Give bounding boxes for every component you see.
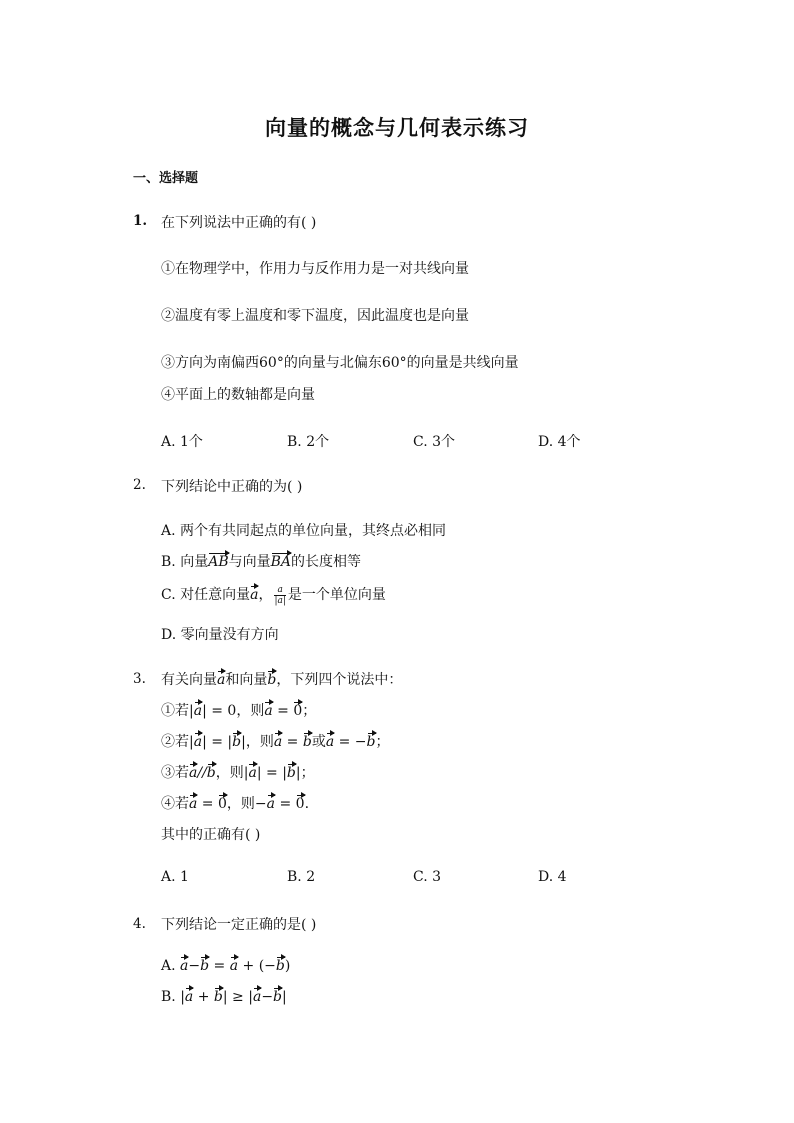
question-3-number: 3. (133, 671, 146, 687)
vector-a: a (266, 796, 276, 812)
unit-vector-fraction (274, 585, 285, 606)
vector-b: b (206, 765, 216, 781)
vector-b: b (267, 672, 277, 688)
vector-a: a (252, 989, 262, 1005)
statement-text: 或 (311, 734, 326, 750)
vector-a: a (180, 958, 189, 974)
option-text: | (282, 989, 287, 1005)
vector-a: a (193, 734, 203, 750)
question-3-question: 其中的正确有( ) (161, 827, 261, 843)
question-1-statement-1: ①在物理学中，作用力与反作用力是一对共线向量 (161, 261, 469, 277)
statement-text: = (275, 796, 296, 812)
parallel-symbol: // (197, 765, 207, 781)
fraction-numerator: a (274, 585, 285, 596)
vector-b: b (200, 958, 210, 974)
vector-a: a (229, 958, 239, 974)
statement-text: = (282, 734, 303, 750)
statement-text: = − (334, 734, 367, 750)
question-1-stem: 在下列说法中正确的有( ) (161, 215, 317, 231)
option-c-suffix: 是一个单位向量 (287, 587, 386, 603)
zero-vector: 0 (293, 703, 303, 719)
vector-ab: AB (208, 554, 229, 570)
statement-text: ，则− (226, 796, 267, 812)
question-2-option-b (161, 551, 361, 571)
vector-a: a (248, 765, 257, 781)
vector-b: b (275, 958, 285, 974)
question-3-statement-1 (161, 700, 316, 720)
question-2-stem: 下列结论中正确的为( ) (161, 479, 303, 495)
question-1-statement-3: ③方向为南偏西60°的向量与北偏东60°的向量是共线向量 (161, 355, 519, 371)
option-text: = (209, 958, 230, 974)
option-b-prefix: B. 向量 (161, 554, 209, 570)
vector-a: a (273, 734, 283, 750)
vector-b: b (232, 734, 242, 750)
vector-b: b (213, 989, 223, 1005)
option-text: A. (161, 958, 181, 974)
option-b-mid: 与向量 (228, 554, 271, 570)
question-1-option-c: C. 3个 (413, 434, 456, 450)
statement-text: | = | (256, 765, 287, 781)
question-3-statement-4 (161, 793, 309, 813)
vector-a: a (184, 989, 194, 1005)
statement-text: . (304, 796, 310, 812)
option-b-suffix: 的长度相等 (291, 554, 362, 570)
question-3-statement-3 (161, 762, 315, 782)
statement-text: | = 0，则 (202, 703, 265, 719)
question-3-option-a: A. 1 (161, 869, 189, 885)
statement-text: ； (375, 734, 390, 750)
option-text: + (193, 989, 214, 1005)
vector-ba: BA (270, 554, 292, 570)
question-1-option-a: A. 1个 (161, 434, 203, 450)
stem-text: ，下列四个说法中： (276, 672, 403, 688)
fraction-denominator: |a| (274, 595, 286, 606)
vector-a: a (325, 734, 335, 750)
vector-a: a (189, 796, 198, 812)
question-3-statement-2 (161, 731, 390, 751)
option-text: ) (284, 958, 291, 974)
question-4-option-b (161, 989, 287, 1005)
question-3-stem (161, 669, 402, 689)
vector-a: a (217, 672, 226, 688)
question-1-option-b: B. 2个 (287, 434, 330, 450)
statement-text: ，则| (215, 765, 249, 781)
vector-a: a (189, 765, 198, 781)
question-4-stem: 下列结论一定正确的是( ) (161, 917, 317, 933)
question-4-option-a (161, 958, 290, 974)
question-2-option-a: A. 两个有共同起点的单位向量，其终点必相同 (161, 523, 447, 539)
option-text: − (261, 989, 274, 1005)
stem-text: 有关向量 (161, 672, 217, 688)
statement-text: ③若 (161, 765, 189, 781)
question-4-number: 4. (133, 916, 146, 932)
statement-text: ①若 (161, 703, 189, 719)
zero-vector: 0 (218, 796, 227, 812)
question-1-statement-2: ②温度有零上温度和零下温度，因此温度也是向量 (161, 308, 469, 324)
option-text: B. | (161, 989, 185, 1005)
vector-b: b (273, 989, 283, 1005)
question-2-number: 2. (133, 477, 146, 493)
option-text: − (188, 958, 201, 974)
option-c-comma: ， (258, 587, 273, 603)
question-2-option-c (161, 584, 386, 606)
question-3-option-b: B. 2 (287, 869, 316, 885)
question-2-option-d: D. 零向量没有方向 (161, 627, 279, 643)
option-text: + (− (238, 958, 276, 974)
statement-text: |； (295, 765, 315, 781)
statement-text: |，则 (241, 734, 274, 750)
question-3-option-c: C. 3 (413, 869, 442, 885)
vector-b: b (302, 734, 312, 750)
section-heading: 一、选择题 (133, 171, 199, 186)
statement-text: | (189, 734, 194, 750)
statement-text: | (189, 703, 194, 719)
vector-a: a (250, 587, 259, 603)
question-1-statement-4: ④平面上的数轴都是向量 (161, 387, 315, 403)
vector-b: b (366, 734, 376, 750)
question-3-option-d: D. 4 (538, 869, 567, 885)
vector-a: a (193, 703, 203, 719)
question-1-number: 1. (133, 213, 148, 229)
vector-b: b (286, 765, 296, 781)
statement-text: ； (302, 703, 317, 719)
question-1-option-d: D. 4个 (538, 434, 581, 450)
vector-a: a (264, 703, 273, 719)
statement-text: | = | (202, 734, 233, 750)
statement-text: = (197, 796, 218, 812)
zero-vector: 0 (295, 796, 305, 812)
option-c-prefix: C. 对任意向量 (161, 587, 251, 603)
statement-text: ④若 (161, 796, 189, 812)
statement-text: ②若 (161, 734, 189, 750)
page-title: 向量的概念与几何表示练习 (265, 116, 529, 140)
option-text: | ≥ | (222, 989, 253, 1005)
statement-text: = (272, 703, 294, 719)
stem-text: 和向量 (225, 672, 268, 688)
